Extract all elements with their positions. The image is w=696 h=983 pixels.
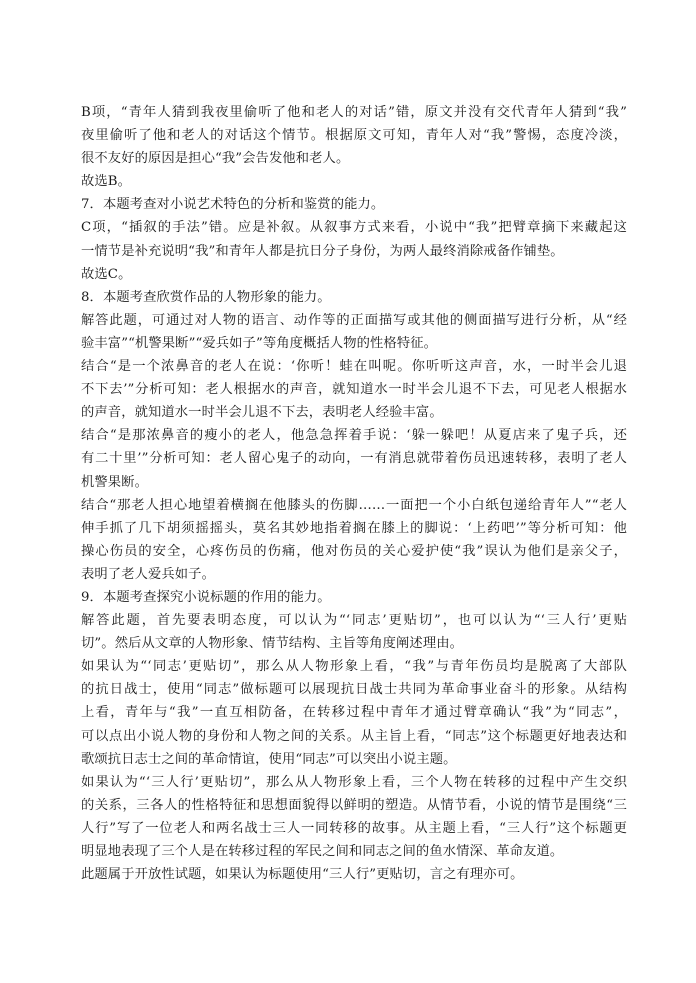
text-line: 9．本题考查探究小说标题的作用的能力。 [81,589,331,605]
text-line: 如果认为“‘三人行’更贴切”，那么从人物形象上看，三个人物在转移的过程中产生交织 [81,774,627,790]
text-line: 表明了老人爱兵如子。 [81,566,215,582]
text-line: 伸手抓了几下胡须摇摇头，莫名其妙地指着搁在膝上的脚说：‘上药吧’”等分析可知：他 [81,520,627,536]
text-line: 7．本题考查对小说艺术特色的分析和鉴赏的能力。 [81,197,385,213]
text-line: 不下去’”分析可知：老人根据水的声音，就知道水一时半会儿退不下去，可见老人根据水 [81,382,627,398]
text-line: 上看，青年与“我”一直互相防备，在转移过程中青年才通过臂章确认“我”为“同志”， [81,705,627,721]
text-line: 很不友好的原因是担心“我”会告发他和老人。 [81,151,350,167]
text-line: 一情节是补充说明“我”和青年人都是抗日分子身份，为两人最终消除戒备作铺垫。 [81,243,564,259]
text-line: 可以点出小说人物的身份和人物之间的关系。从主旨上看，“同志”这个标题更好地表达和 [81,728,627,744]
answer-explanation-text [81,101,627,886]
text-line: 故选B。 [81,174,132,190]
text-line: 8．本题考查欣赏作品的人物形象的能力。 [81,289,331,305]
text-line: 人行”写了一位老人和两名战士三人一同转移的故事。从主题上看，“三人行”这个标题更 [81,820,627,836]
text-line: 验丰富”“机警果断”“爱兵如子”等角度概括人物的性格特征。 [81,335,438,351]
text-line: 结合“那老人担心地望着横搁在他膝头的伤脚……一面把一个小白纸包递给青年人”“老人 [81,497,627,513]
text-line: 如果认为“‘同志’更贴切”，那么从人物形象上看，“我”与青年伤员均是脱离了大部队 [81,659,627,675]
text-line: 结合“是一个浓鼻音的老人在说：‘你听！蛙在叫呢。你听听这声音，水，一时半会儿退 [81,359,627,375]
text-line: 夜里偷听了他和老人的对话这个情节。根据原文可知，青年人对“我”警惕，态度冷淡， [81,128,627,144]
text-line: 有二十里’”分析可知：老人留心鬼子的动向，一有消息就带着伤员迅速转移，表明了老人 [81,451,627,467]
text-line: 故选C。 [81,266,132,282]
text-line: C项，“插叙的手法”错。应是补叙。从叙事方式来看，小说中“我”把臂章摘下来藏起这 [81,220,627,236]
text-line: 明显地表现了三个人是在转移过程的军民之间和同志之间的鱼水情深、革命友道。 [81,844,564,859]
text-line: 切”。然后从文章的人物形象、情节结构、主旨等角度阐述理由。 [81,636,464,652]
text-line: B项，“青年人猜到我夜里偷听了他和老人的对话”错，原文并没有交代青年人猜到“我” [81,105,627,120]
text-line: 此题属于开放性试题，如果认为标题使用“三人行”更贴切，言之有理亦可。 [81,867,524,883]
text-line: 解答此题，首先要表明态度，可以认为“‘同志’更贴切”，也可以认为“‘三人行’更贴 [81,613,627,629]
text-line: 操心伤员的安全，心疼伤员的伤痛，他对伤员的关心爱护使“我”误认为他们是亲父子， [81,543,627,559]
text-line: 歌颂抗日志士之间的革命情谊，使用“同志”可以突出小说主题。 [81,751,457,767]
text-line: 的抗日战士，使用“同志”做标题可以展现抗日战士共同为革命事业奋斗的形象。从结构 [81,682,627,698]
text-line: 的声音，就知道水一时半会儿退不下去，表明老人经验丰富。 [81,405,443,421]
text-line: 的关系，三各人的性格特征和思想面貌得以鲜明的塑造。从情节看，小说的情节是围绕“三 [81,797,627,813]
text-line: 机警果断。 [81,474,148,490]
text-line: 结合“是那浓鼻音的瘦小的老人，他急急挥着手说：‘躲一躲吧！从夏店来了鬼子兵，还 [81,428,627,444]
text-line: 解答此题，可通过对人物的语言、动作等的正面描写或其他的侧面描写进行分析，从“经 [81,312,627,328]
